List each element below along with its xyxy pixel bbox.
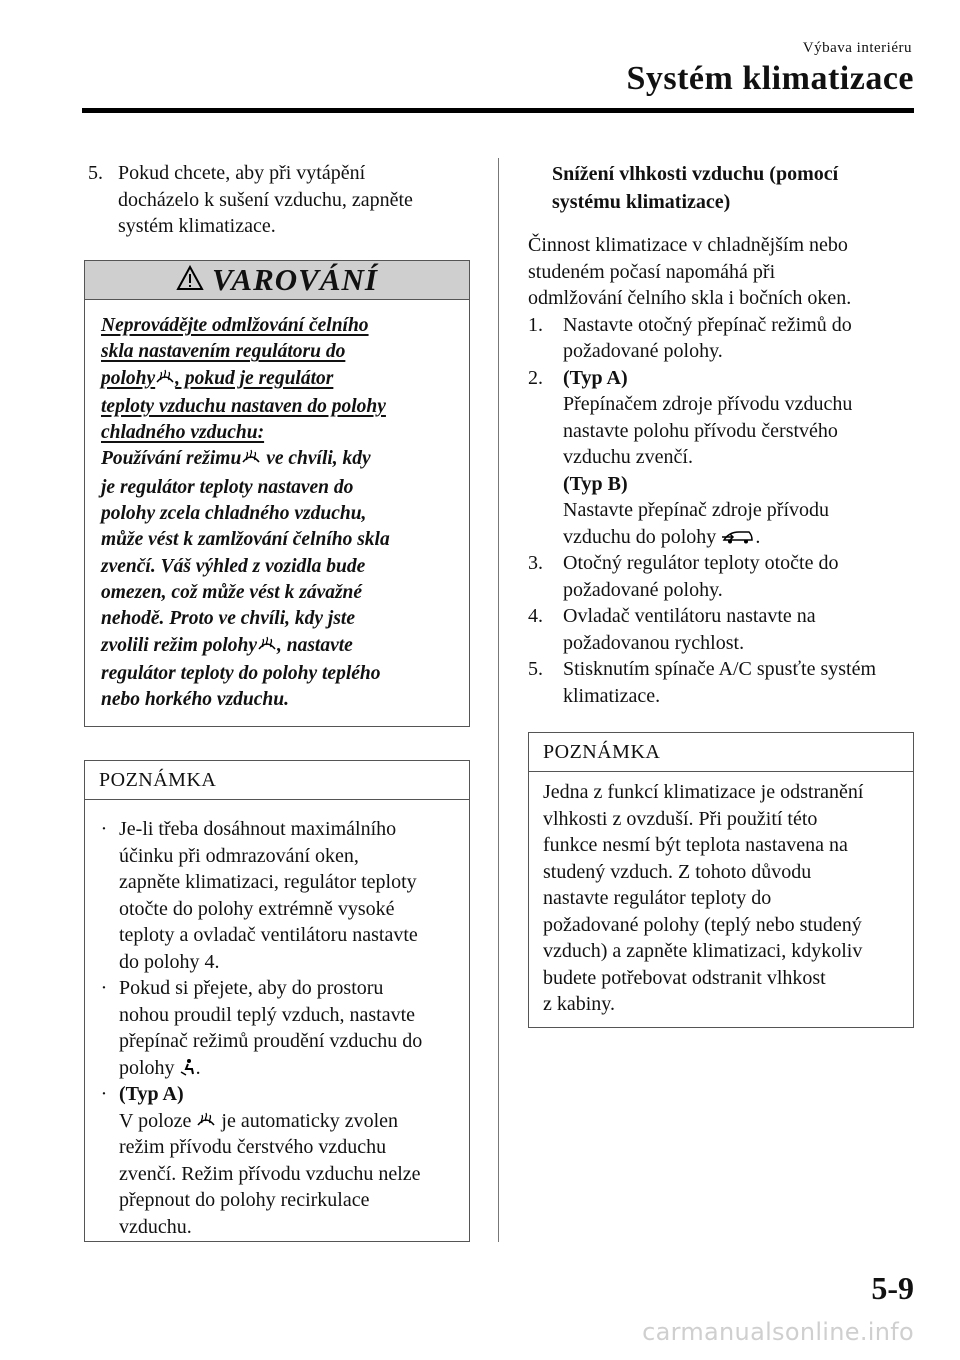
note-box bbox=[84, 760, 470, 1242]
step-text: Přepínačem zdroje přívodu vzduchu bbox=[563, 393, 853, 415]
warning-text: chladného vzduchu: bbox=[101, 422, 265, 444]
note-text: vzduchu. bbox=[119, 1215, 192, 1238]
bullet: · bbox=[100, 1083, 108, 1105]
note-text: zapněte klimatizaci, regulátor teploty bbox=[119, 871, 417, 893]
warning-text: Neprovádějte odmlžování čelního bbox=[101, 315, 369, 336]
warning-text: teploty vzduchu nastaven do polohy bbox=[101, 395, 386, 417]
warning-text: regulátor teploty do polohy teplého bbox=[101, 662, 381, 684]
step-text: Ovladač ventilátoru nastavte na bbox=[563, 605, 816, 627]
step-text: vzduchu do polohy bbox=[563, 525, 717, 548]
warning-text: omezen, což může vést k závažné bbox=[101, 581, 363, 603]
step-text: . bbox=[755, 525, 761, 548]
type-label: (Typ A) bbox=[563, 366, 628, 389]
intro-paragraph bbox=[528, 232, 918, 312]
floor-vent-icon bbox=[180, 1057, 196, 1084]
note-text: teploty a ovladač ventilátoru nastavte bbox=[119, 924, 418, 946]
windshield-defrost-icon bbox=[241, 448, 261, 474]
note-text: studený vzduch. Z tohoto důvodu bbox=[543, 860, 812, 883]
page-title: Systém klimatizace bbox=[626, 60, 914, 97]
step-text: vzduchu zvenčí. bbox=[563, 446, 693, 468]
warning-text: zvenčí. Váš výhled z vozidla bude bbox=[101, 555, 366, 577]
warning-text: skla nastavením regulátoru do bbox=[101, 341, 346, 363]
step-number: 1. bbox=[528, 313, 543, 336]
step-text: požadované polohy. bbox=[563, 578, 723, 601]
type-label: (Typ B) bbox=[563, 472, 628, 495]
step-text: docházelo k sušení vzduchu, zapněte bbox=[118, 188, 413, 211]
warning-text: může vést k zamlžování čelního skla bbox=[101, 529, 390, 551]
note-text: do polohy 4. bbox=[119, 950, 220, 973]
bullet: · bbox=[100, 818, 108, 840]
note-text: přepnout do polohy recirkulace bbox=[119, 1189, 370, 1211]
step-text: systém klimatizace. bbox=[118, 215, 276, 237]
note-text: Je-li třeba dosáhnout maximálního bbox=[119, 818, 397, 840]
note-text: nohou proudil teplý vzduch, nastavte bbox=[119, 1003, 416, 1026]
note-text: Pokud si přejete, aby do prostoru bbox=[119, 977, 384, 999]
step-text: Nastavte otočný přepínač režimů do bbox=[563, 313, 852, 336]
note-title: POZNÁMKA bbox=[529, 733, 913, 772]
warning-text: ve chvíli, kdy bbox=[261, 448, 371, 470]
note-text: budete potřebovat odstranit vlhkost bbox=[543, 966, 826, 989]
warning-body bbox=[101, 313, 457, 713]
note-text: režim přívodu čerstvého vzduchu bbox=[119, 1136, 387, 1158]
warning-text: , nastavte bbox=[277, 634, 353, 656]
step-number: 3. bbox=[528, 552, 543, 574]
step-text: Nastavte přepínač zdroje přívodu bbox=[563, 499, 830, 521]
note-text: je automaticky zvolen bbox=[216, 1109, 399, 1132]
warning-box bbox=[84, 260, 470, 727]
warning-title: VAROVÁNÍ bbox=[212, 262, 378, 297]
note-text: vzduch) a zapněte klimatizaci, kdykoliv bbox=[543, 940, 863, 962]
watermark: carmanualsonline.info bbox=[642, 1318, 914, 1346]
windshield-defrost-icon bbox=[155, 368, 175, 394]
step-number: 4. bbox=[528, 605, 543, 627]
fresh-air-intake-icon bbox=[721, 526, 755, 553]
step-text: požadovanou rychlost. bbox=[563, 631, 745, 654]
section-label: Výbava interiéru bbox=[802, 40, 912, 56]
step-text: Otočný regulátor teploty otočte do bbox=[563, 552, 839, 574]
step-text: nastavte polohu přívodu čerstvého bbox=[563, 419, 838, 442]
note-text: účinku při odmrazování oken, bbox=[119, 844, 359, 867]
step-text: klimatizace. bbox=[563, 684, 661, 707]
type-label: (Typ A) bbox=[119, 1083, 184, 1105]
heading-line: Snížení vlhkosti vzduchu (pomocí bbox=[552, 163, 839, 185]
note-text: otočte do polohy extrémně vysoké bbox=[119, 897, 395, 920]
warning-text: zvolili režim polohy bbox=[101, 634, 257, 656]
note-box bbox=[528, 732, 914, 1028]
column-divider bbox=[498, 158, 499, 1242]
note-text: požadované polohy (teplý nebo studený bbox=[543, 913, 862, 936]
step-number: 2. bbox=[528, 366, 543, 389]
warning-text: nebo horkého vzduchu. bbox=[101, 689, 289, 711]
intro-line: Činnost klimatizace v chladnějším nebo bbox=[528, 234, 848, 256]
bullet: · bbox=[100, 977, 108, 999]
section-heading bbox=[552, 160, 838, 216]
note-text: V poloze bbox=[119, 1109, 192, 1132]
warning-text: Používání režimu bbox=[101, 448, 242, 470]
windshield-defrost-icon bbox=[257, 635, 277, 661]
heading-line: systému klimatizace) bbox=[552, 191, 731, 213]
note-text: vlhkosti z ovzduší. Při použití této bbox=[543, 807, 818, 830]
windshield-defrost-icon bbox=[196, 1110, 216, 1137]
note-text: funkce nesmí být teplota nastavena na bbox=[543, 834, 848, 856]
page-number: 5-9 bbox=[871, 1270, 914, 1306]
warning-text: nehodě. Proto ve chvíli, kdy jste bbox=[101, 608, 355, 630]
note-text: z kabiny. bbox=[543, 993, 616, 1015]
step-text: Stisknutím spínače A/C spusťte systém bbox=[563, 658, 876, 680]
header-rule bbox=[82, 108, 914, 113]
warning-text: polohy zcela chladného vzduchu, bbox=[101, 503, 367, 525]
note-text: Jedna z funkcí klimatizace je odstranění bbox=[543, 781, 864, 803]
intro-line: studeném počasí napomáhá při bbox=[528, 260, 776, 283]
step-text: Pokud chcete, aby při vytápění bbox=[118, 162, 366, 184]
step-number: 5. bbox=[528, 658, 543, 680]
warning-text: , pokud je regulátor bbox=[175, 367, 334, 389]
warning-header bbox=[85, 261, 469, 300]
note-text: nastavte regulátor teploty do bbox=[543, 887, 772, 909]
note-text: zvenčí. Režim přívodu vzduchu nelze bbox=[119, 1162, 421, 1185]
note-body bbox=[99, 816, 464, 1236]
step-number: 5. bbox=[88, 162, 103, 184]
note-body bbox=[543, 779, 908, 1018]
note-text: přepínač režimů proudění vzduchu do bbox=[119, 1030, 423, 1052]
warning-text: polohy bbox=[101, 367, 156, 389]
step-text: požadované polohy. bbox=[563, 340, 723, 362]
note-text: . bbox=[195, 1056, 201, 1079]
note-title: POZNÁMKA bbox=[85, 761, 469, 800]
intro-line: odmlžování čelního skla i bočních oken. bbox=[528, 287, 852, 309]
note-text: polohy bbox=[119, 1056, 175, 1079]
warning-text: je regulátor teploty nastaven do bbox=[101, 476, 354, 498]
warning-triangle-icon bbox=[176, 265, 204, 296]
